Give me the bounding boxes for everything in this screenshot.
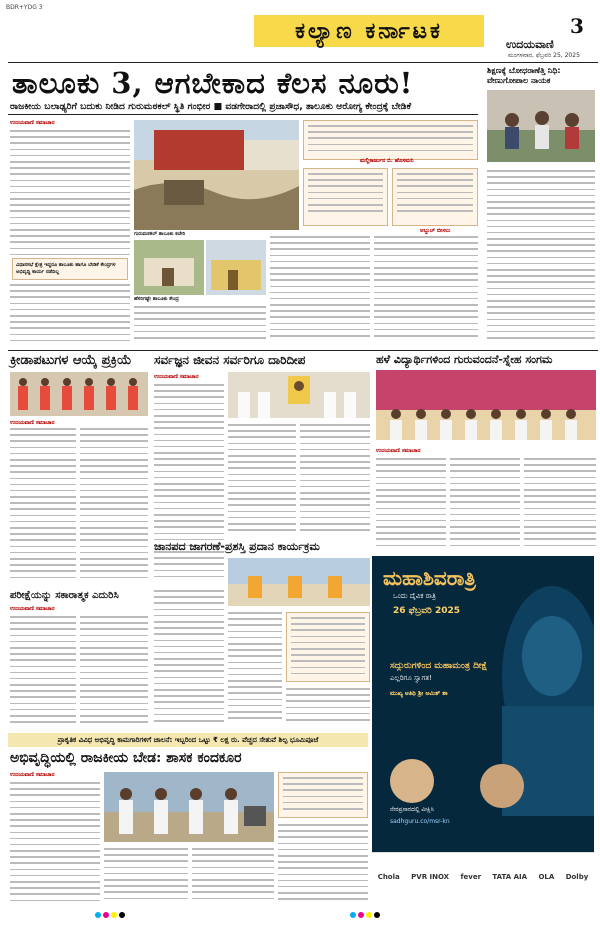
awareness-body-2 bbox=[228, 612, 282, 728]
life-headline: ಸರ್ವಜ್ಞನ ಜೀವನ ಸರ್ವರಿಗೂ ದಾರಿದೀಪ bbox=[154, 353, 306, 367]
politics-byline: ಉದಯವಾಣಿ ಸಮಾಚಾರ bbox=[10, 772, 55, 778]
ad-subtitle: ಒಂದು ದೈವಿಕ ರಾತ್ರಿ bbox=[393, 592, 436, 600]
lead-headline: ತಾಲೂಕು 3, ಆಗಬೇಕಾದ ಕೆಲಸ ನೂರು! bbox=[12, 66, 414, 100]
lead-rule bbox=[8, 114, 478, 115]
edition-code: BDR+YDG 3 bbox=[6, 4, 43, 11]
ad-web-link[interactable]: sadhguru.co/msr-kn bbox=[390, 818, 450, 825]
masthead-title: ಕಲ್ಯಾಣ ಕರ್ನಾಟಕ bbox=[254, 15, 484, 47]
lead-body-col1b bbox=[10, 284, 130, 344]
lead-info-box-3 bbox=[392, 168, 478, 226]
exam-body-1 bbox=[10, 616, 76, 728]
alumni-byline: ಉದಯವಾಣಿ ಸಮಾಚಾರ bbox=[376, 448, 421, 454]
awareness-body-1 bbox=[154, 590, 224, 728]
life-photo bbox=[228, 372, 370, 418]
lead-body-col3 bbox=[270, 236, 370, 346]
politics-photo bbox=[104, 772, 274, 842]
sponsor-6: Dolby bbox=[565, 872, 589, 881]
ad-watch: ನೇರಪ್ರಸಾರದಲ್ಲಿ ವೀಕ್ಷಿಸಿ bbox=[390, 806, 434, 813]
alumni-body-2 bbox=[450, 458, 520, 550]
politics-body-4 bbox=[278, 824, 368, 906]
brand-name: ಉದಯವಾಣಿ bbox=[506, 38, 554, 51]
sports-body-1 bbox=[10, 428, 76, 586]
lead-photo-caption: ಗುರುಮಠಕಲ್ ತಾಲೂಕು ಕಚೇರಿ bbox=[134, 231, 186, 237]
lead-body-col1 bbox=[10, 130, 130, 256]
life-body-3 bbox=[300, 424, 370, 536]
life-body-1 bbox=[154, 384, 224, 584]
side-headline: ಶಿಕ್ಷಣಕ್ಕೆ ಬೋಧರಾಣೆತ್ತಿ ನಿಧಿ: ವೇಣುಗೋಪಾಲ ನಾಯಕ bbox=[487, 66, 561, 86]
politics-box bbox=[278, 772, 368, 818]
alumni-photo bbox=[376, 370, 596, 440]
side-photo bbox=[487, 90, 595, 162]
politics-headline: ಅಭಿವೃದ್ಧಿಯಲ್ಲಿ ರಾಜಕೀಯ ಬೇಡ: ಶಾಸಕ ಕಂದಕೂರ bbox=[10, 750, 242, 766]
side-body bbox=[487, 170, 595, 346]
sponsor-3: fever bbox=[460, 872, 482, 881]
section-rule-1 bbox=[8, 350, 598, 351]
awareness-body-3 bbox=[286, 688, 370, 728]
sponsor-2: PVR INOX bbox=[411, 872, 450, 881]
awareness-photo bbox=[228, 558, 370, 606]
dateline: ಮಂಗಳವಾರ, ಫೆಬ್ರವರಿ 25, 2025 bbox=[508, 52, 580, 59]
sponsor-5: OLA bbox=[538, 872, 555, 881]
sports-body-2 bbox=[80, 428, 148, 586]
lead-info-box bbox=[303, 120, 478, 160]
lead-photo-3 bbox=[206, 240, 266, 295]
lead-photo-caption-2: ಹೆಸರಿಗಷ್ಟೇ ತಾಲೂಕು ಕೇಂದ್ರ bbox=[134, 296, 179, 302]
lead-pullquote: ವಿಧಾನಸಭೆ ಕ್ಷೇತ್ರ ಇದ್ದರೂ ತಾಲೂಕು ಹಾಗೂ ಬೇಡಿಕೆ ಕೇಂದ್ರಗಳ ಅಭಿವೃದ್ಧಿ ಕಾರ್ಯ ನಡೆದಿಲ್ಲ bbox=[12, 258, 128, 280]
sponsor-4: TATA AIA bbox=[492, 872, 528, 881]
sports-byline: ಉದಯವಾಣಿ ಸಮಾಚಾರ bbox=[10, 420, 55, 426]
lead-subhead: ರಾಜಕೀಯ ಬಲಾಢ್ಯರಿಗೆ ಬದುಕು ನೀಡಿದ ಗುರುಮಠಕಲ್ ಸ್ಥಿತಿ ಗಂಭೀರ ■ ವಡಗೇರಾದಲ್ಲಿ ಪ್ರಜಾಸೌಧ, ತಾಲೂಕು ಆರೋಗ್ಯ ಕೇಂದ್ರಕ್ಕೆ ಬೇಡಿಕೆ bbox=[10, 101, 412, 112]
lead-body-col4 bbox=[374, 236, 478, 346]
page-number: 3 bbox=[570, 14, 584, 38]
ad-welcome: ಎಲ್ಲರಿಗೂ ಸ್ವಾಗತ! bbox=[390, 674, 432, 682]
awareness-headline: ಜಾನಪದ ಜಾಗರಣೆ-ಪ್ರಶಸ್ತಿ ಪ್ರದಾನ ಕಾರ್ಯಕ್ರಮ bbox=[154, 540, 320, 553]
exam-headline: ಪರೀಕ್ಷೆಯನ್ನು ಸಕಾರಾತ್ಮಕ ಎದುರಿಸಿ bbox=[10, 590, 119, 601]
ad-guest: ಮುಖ್ಯ ಅತಿಥಿ ಶ್ರೀ ಅಮಿತ್ ಶಾ bbox=[390, 690, 448, 697]
life-byline: ಉದಯವಾಣಿ ಸಮಾಚಾರ bbox=[154, 374, 199, 380]
lead-byline: ಉದಯವಾಣಿ ಸಮಾಚಾರ bbox=[10, 120, 55, 126]
lead-reporter-1: ಮಲ್ಲಿಕಾರ್ಜುನ ಬಿ. ಹೊಸಮನಿ bbox=[360, 158, 414, 164]
exam-body-2 bbox=[80, 616, 148, 728]
politics-body-2 bbox=[104, 848, 188, 906]
sponsor-1: Chola bbox=[377, 872, 400, 881]
politics-body-3 bbox=[192, 848, 274, 906]
lead-photo-2 bbox=[134, 240, 204, 295]
ad-date: 26 ಫೆಬ್ರವರಿ 2025 bbox=[393, 606, 460, 616]
print-register-marks bbox=[0, 910, 600, 920]
sports-headline: ಕ್ರೀಡಾಪಟುಗಳ ಆಯ್ಕೆ ಪ್ರಕ್ರಿಯೆ bbox=[10, 353, 132, 368]
alumni-body-1 bbox=[376, 458, 446, 550]
lead-body-col2 bbox=[134, 306, 266, 346]
ad-title: ಮಹಾಶಿವರಾತ್ರಿ bbox=[383, 566, 476, 590]
awareness-box bbox=[286, 612, 370, 682]
politics-body-1 bbox=[10, 782, 100, 906]
lead-reporter-2: ಅಬ್ದುಲ್ ಬೀಸಲು bbox=[420, 228, 451, 234]
ad-sponsors bbox=[372, 852, 594, 900]
sports-photo bbox=[10, 372, 148, 416]
life-body-2 bbox=[228, 424, 296, 536]
masthead-rule bbox=[8, 62, 598, 63]
lead-info-box-2 bbox=[303, 168, 388, 226]
alumni-body-3 bbox=[524, 458, 596, 550]
news-ticker-banner: ಪ್ರಾಕೃತಿಕ ವಿವಿಧ ಅಭಿವೃದ್ಧಿ ಕಾಮಗಾರಿಗಳಿಗೆ ಚಾಲನೆ: ಇಬ್ಬರಿಂದ ಒಟ್ಟು ₹ ಲಕ್ಷ ರು. ವೆಚ್ಚದ ಸೇತುವೆ ಶಿಲ್ಪ ಭೂಮಿಪೂಜೆ bbox=[8, 733, 368, 747]
exam-byline: ಉದಯವಾಣಿ ಸಮಾಚಾರ bbox=[10, 606, 55, 612]
alumni-headline: ಹಳೆ ವಿದ್ಯಾರ್ಥಿಗಳಿಂದ ಗುರುವಂದನೆ-ಸ್ನೇಹ ಸಂಗಮ bbox=[376, 353, 553, 366]
lead-main-photo bbox=[134, 120, 299, 230]
ad-headline: ಸದ್ಗುರುಗಳಿಂದ ಮಹಾಮಂತ್ರ ದೀಕ್ಷೆ bbox=[390, 661, 488, 671]
